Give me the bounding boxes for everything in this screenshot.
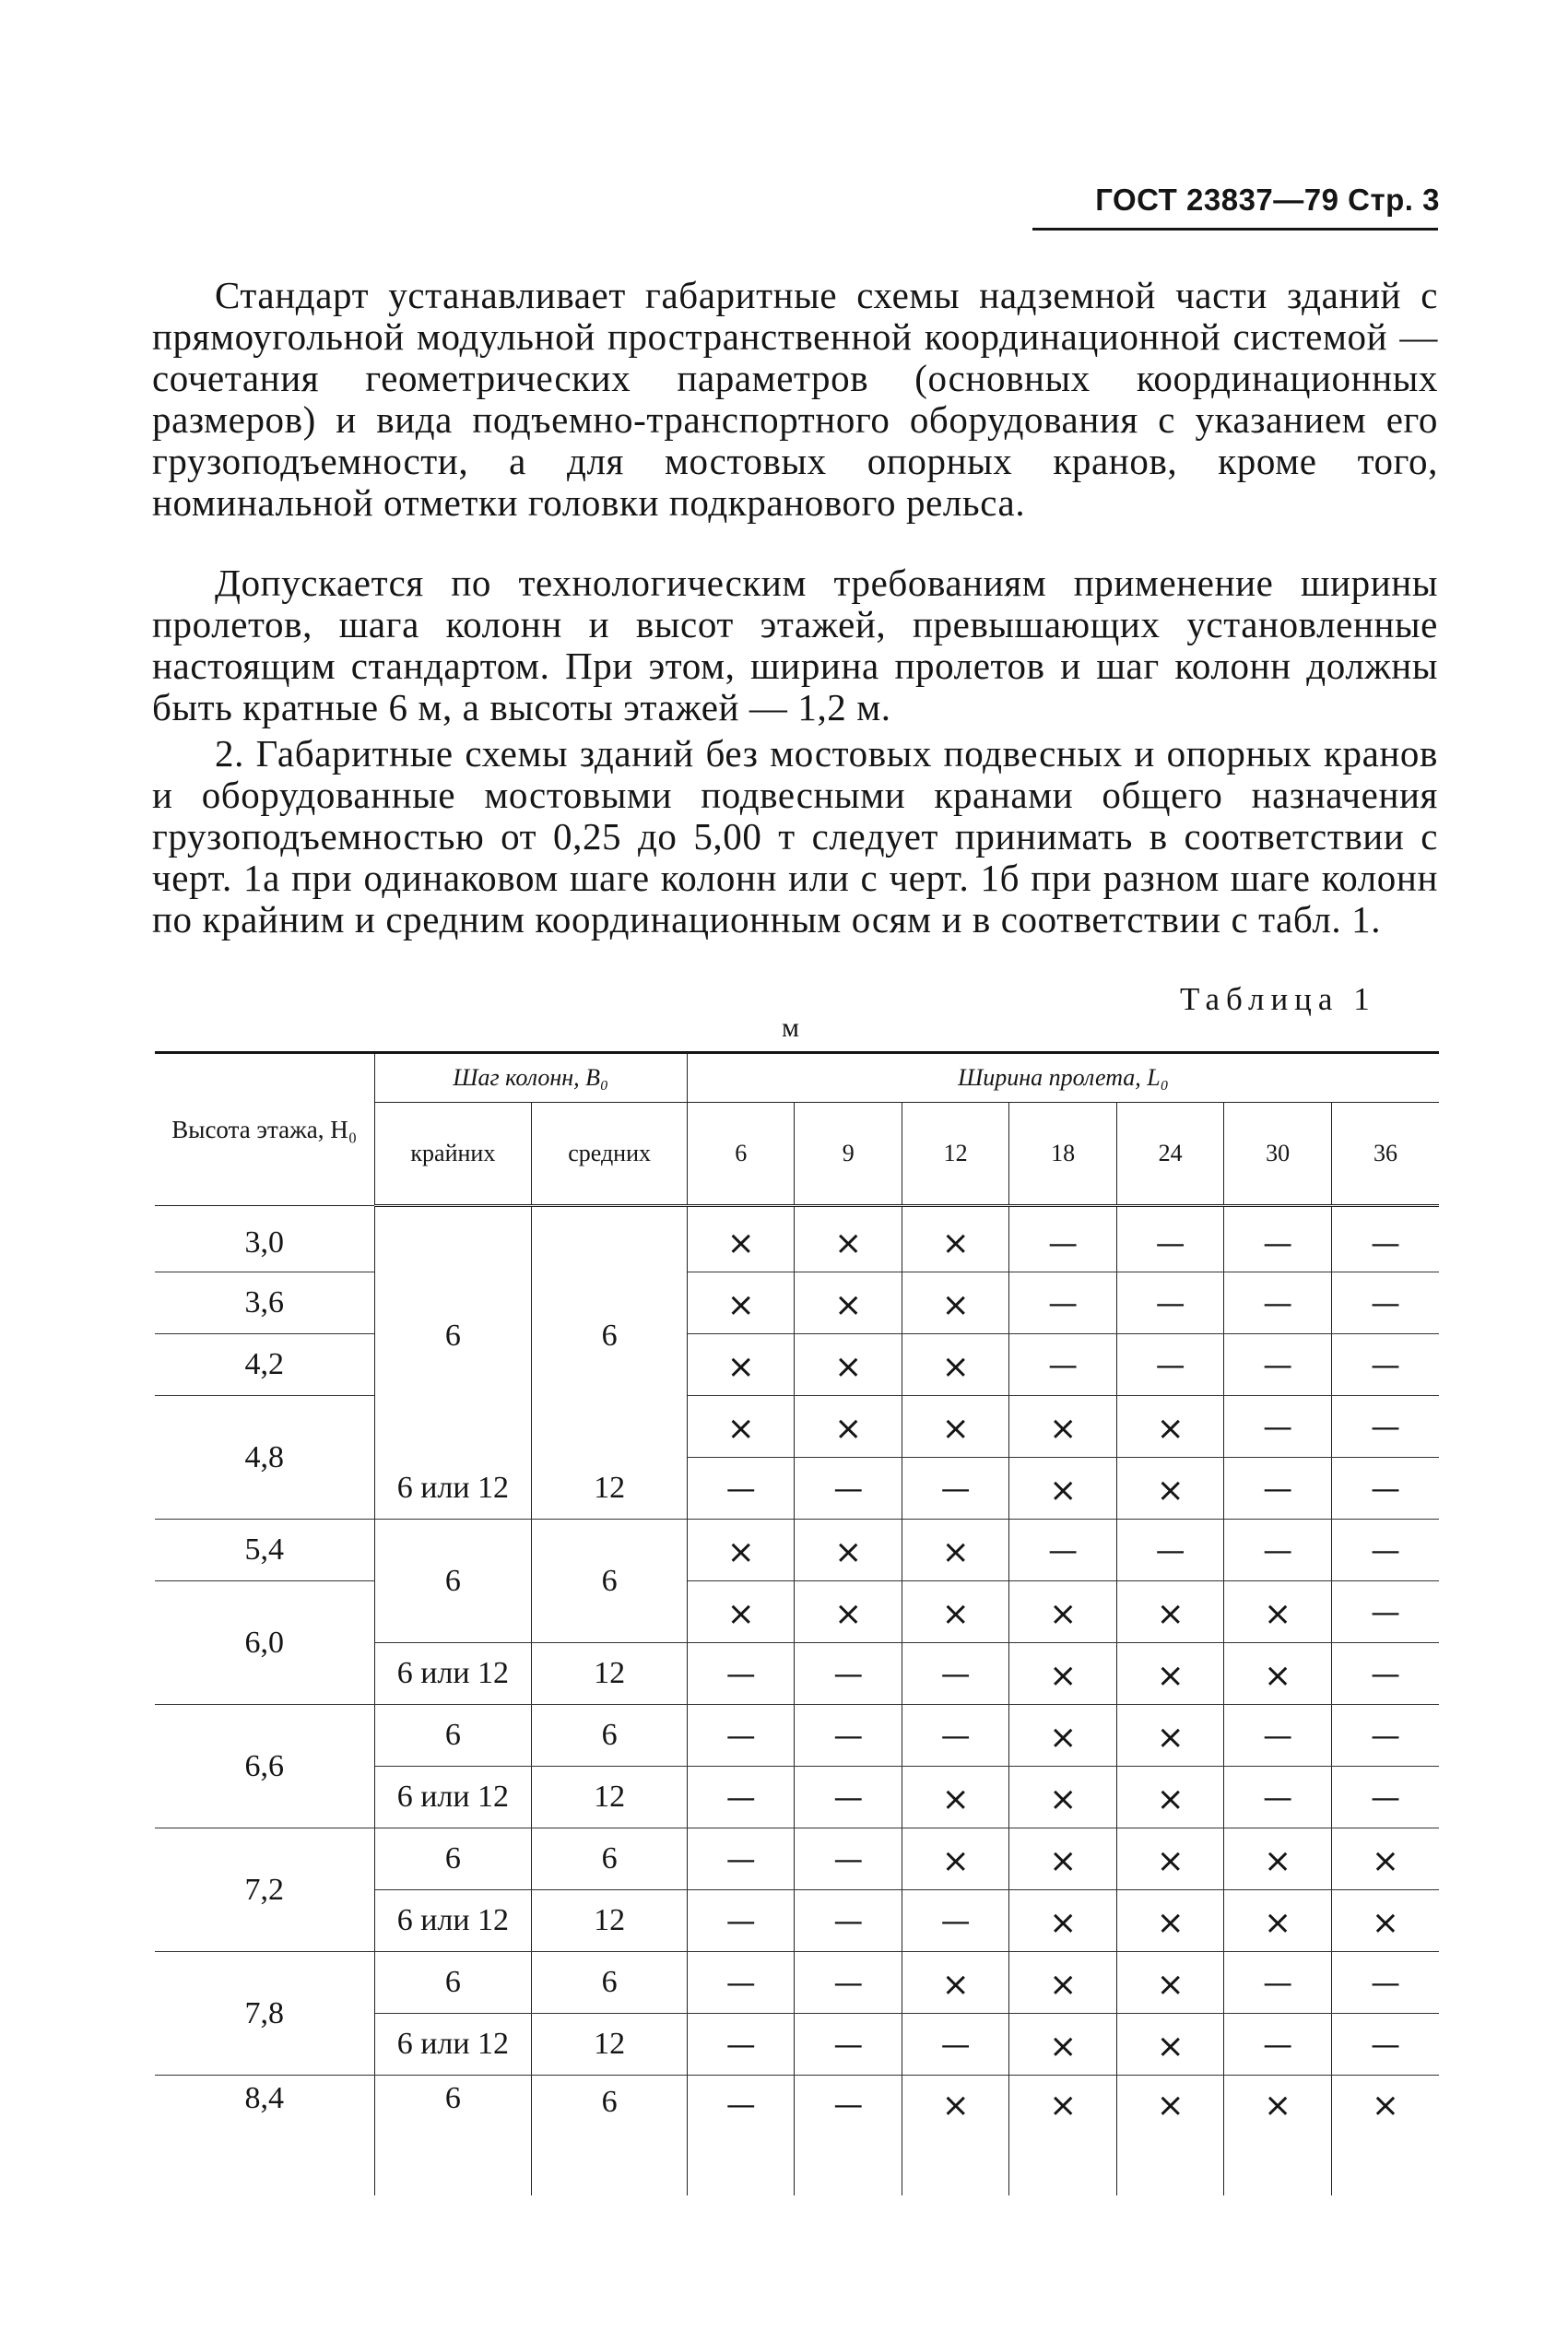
mark-cell: — <box>687 1767 794 1828</box>
outer-step-cell: 6 <box>374 1952 532 2014</box>
mark-cell: × <box>687 1396 794 1458</box>
height-cell: 4,2 <box>155 1334 374 1396</box>
mark-cell: × <box>1009 1581 1116 1643</box>
mark-cell: × <box>1116 1952 1223 2014</box>
mark-cell: — <box>1224 2014 1331 2076</box>
middle-step-cell: 12 <box>532 1890 688 1952</box>
mark-cell: × <box>1116 1828 1223 1890</box>
middle-step-cell: 12 <box>532 2014 688 2076</box>
mark-cell: × <box>1331 2076 1439 2196</box>
mark-cell: — <box>687 1890 794 1952</box>
mark-cell: — <box>1331 1334 1439 1396</box>
mark-cell: × <box>795 1396 902 1458</box>
middle-step-cell: 12 <box>532 1458 688 1520</box>
mark-cell: — <box>795 1705 902 1767</box>
table-row <box>155 1396 1439 1458</box>
mark-cell: — <box>1331 1458 1439 1520</box>
mark-cell: × <box>1116 1767 1223 1828</box>
outer-step-cell: 6 или 12 <box>374 2014 532 2076</box>
header-height: Высота этажа, H₀ <box>155 1053 374 1206</box>
mark-cell: × <box>902 1767 1008 1828</box>
header-span-width: Ширина пролета, L₀ <box>687 1053 1439 1103</box>
mark-cell: × <box>1009 1828 1116 1890</box>
middle-step-cell: 12 <box>532 1767 688 1828</box>
mark-cell: × <box>795 1206 902 1272</box>
mark-cell: × <box>1116 2076 1223 2196</box>
mark-cell: × <box>1009 1890 1116 1952</box>
mark-cell: — <box>1116 1334 1223 1396</box>
mark-cell: — <box>902 1458 1008 1520</box>
mark-cell: — <box>1331 1705 1439 1767</box>
mark-cell: — <box>902 1705 1008 1767</box>
table-row <box>155 1581 1439 1643</box>
mark-cell: — <box>687 1828 794 1890</box>
mark-cell: — <box>1224 1767 1331 1828</box>
mark-cell: — <box>1009 1334 1116 1396</box>
table-row <box>155 1952 1439 2014</box>
height-cell: 5,4 <box>155 1520 374 1581</box>
header-span: 24 <box>1116 1103 1223 1206</box>
mark-cell: × <box>1116 1890 1223 1952</box>
mark-cell: × <box>687 1272 794 1334</box>
mark-cell: × <box>902 1334 1008 1396</box>
table-unit: м <box>782 1012 799 1043</box>
mark-cell: × <box>1116 1458 1223 1520</box>
mark-cell: — <box>1331 1206 1439 1272</box>
table-body <box>155 1206 1439 2196</box>
mark-cell: — <box>687 2076 794 2196</box>
table-row <box>155 1520 1439 1581</box>
table-row <box>155 1828 1439 1890</box>
mark-cell: × <box>795 1334 902 1396</box>
mark-cell: × <box>795 1520 902 1581</box>
middle-step-cell: 6 <box>532 1705 688 1767</box>
mark-cell: — <box>1224 1458 1331 1520</box>
height-cell: 6,6 <box>155 1705 374 1828</box>
mark-cell: × <box>1009 1952 1116 2014</box>
table-row <box>155 1705 1439 1767</box>
page-header: ГОСТ 23837—79 Стр. 3 <box>1095 183 1440 217</box>
mark-cell: — <box>1116 1520 1223 1581</box>
mark-cell: × <box>902 1828 1008 1890</box>
mark-cell: × <box>795 1272 902 1334</box>
height-cell: 3,0 <box>155 1206 374 1272</box>
outer-step-cell: 6 или 12 <box>374 1458 532 1520</box>
mark-cell: × <box>902 1581 1008 1643</box>
mark-cell: — <box>795 1643 902 1705</box>
outer-step-cell: 6 <box>374 1828 532 1890</box>
mark-cell: — <box>1331 1272 1439 1334</box>
mark-cell: × <box>1224 1890 1331 1952</box>
mark-cell: — <box>1224 1520 1331 1581</box>
mark-cell: — <box>1331 1643 1439 1705</box>
outer-step-cell: 6 <box>374 1705 532 1767</box>
mark-cell: × <box>1224 1643 1331 1705</box>
table-row <box>155 1272 1439 1334</box>
outer-step-cell: 6 <box>374 1206 532 1458</box>
mark-cell: × <box>687 1520 794 1581</box>
mark-cell: × <box>902 2076 1008 2196</box>
table-1 <box>155 1051 1439 2158</box>
mark-cell: — <box>1116 1206 1223 1272</box>
table-caption: Таблица 1 <box>1180 981 1376 1017</box>
header-span: 12 <box>902 1103 1008 1206</box>
header-span: 9 <box>795 1103 902 1206</box>
height-cell: 4,8 <box>155 1396 374 1520</box>
mark-cell: × <box>687 1334 794 1396</box>
mark-cell: — <box>1331 1952 1439 2014</box>
mark-cell: × <box>1331 1828 1439 1890</box>
mark-cell: — <box>1116 1272 1223 1334</box>
mark-cell: — <box>687 2014 794 2076</box>
middle-step-cell: 6 <box>532 1206 688 1458</box>
mark-cell: × <box>687 1581 794 1643</box>
mark-cell: × <box>795 1581 902 1643</box>
header-span: 30 <box>1224 1103 1331 1206</box>
mark-cell: × <box>1116 1581 1223 1643</box>
mark-cell: — <box>795 2076 902 2196</box>
middle-step-cell: 6 <box>532 1952 688 2014</box>
middle-step-cell: 6 <box>532 1520 688 1643</box>
mark-cell: × <box>1009 1643 1116 1705</box>
outer-step-cell: 6 или 12 <box>374 1767 532 1828</box>
mark-cell: × <box>1116 2014 1223 2076</box>
mark-cell: × <box>1116 1643 1223 1705</box>
height-cell: 3,6 <box>155 1272 374 1334</box>
mark-cell: — <box>1224 1396 1331 1458</box>
mark-cell: — <box>1224 1206 1331 1272</box>
paragraph-allowance: Допускается по технологическим требованиям применение ширины пролетов, шага колонн и высот этажей, превышающих установленные настоящим стандартом. При этом, ширина пролетов и шаг колонн должны быть кратные 6 м, а высоты этажей — 1,2 м. <box>152 562 1438 728</box>
table-row <box>155 2076 1439 2196</box>
outer-step-cell: 6 <box>374 1520 532 1643</box>
header-rule <box>1032 228 1438 231</box>
paragraph-clause-2: 2. Габаритные схемы зданий без мостовых подвесных и опорных кранов и оборудованные мостовыми подвесными кранами общего назначения грузоподъемностью от 0,25 до 5,00 т следует принимать в соответствии с черт. 1а при одинаковом шаге колонн или с черт. 1б при разном шаге колонн по крайним и средним координационным осям и в соответствии с табл. 1. <box>152 732 1438 941</box>
mark-cell: × <box>1116 1396 1223 1458</box>
mark-cell: — <box>1224 1705 1331 1767</box>
header-span: 6 <box>687 1103 794 1206</box>
mark-cell: × <box>902 1206 1008 1272</box>
mark-cell: — <box>687 1952 794 2014</box>
outer-step-cell: 6 <box>374 2076 532 2196</box>
mark-cell: — <box>687 1458 794 1520</box>
mark-cell: × <box>1009 1396 1116 1458</box>
mark-cell: × <box>902 1520 1008 1581</box>
mark-cell: — <box>902 1643 1008 1705</box>
mark-cell: × <box>1116 1705 1223 1767</box>
mark-cell: × <box>1009 1458 1116 1520</box>
mark-cell: — <box>1331 2014 1439 2076</box>
middle-step-cell: 6 <box>532 2076 688 2196</box>
header-span: 18 <box>1009 1103 1116 1206</box>
mark-cell: — <box>1009 1272 1116 1334</box>
mark-cell: × <box>1009 2076 1116 2196</box>
mark-cell: × <box>1009 1705 1116 1767</box>
mark-cell: × <box>1224 2076 1331 2196</box>
mark-cell: — <box>795 2014 902 2076</box>
height-cell: 7,2 <box>155 1828 374 1952</box>
mark-cell: — <box>795 1890 902 1952</box>
mark-cell: — <box>1009 1520 1116 1581</box>
header-span: 36 <box>1331 1103 1439 1206</box>
mark-cell: × <box>902 1952 1008 2014</box>
mark-cell: — <box>1331 1396 1439 1458</box>
mark-cell: — <box>1009 1206 1116 1272</box>
mark-cell: — <box>795 1952 902 2014</box>
mark-cell: — <box>795 1828 902 1890</box>
mark-cell: — <box>1331 1520 1439 1581</box>
mark-cell: × <box>902 1396 1008 1458</box>
height-cell: 7,8 <box>155 1952 374 2076</box>
mark-cell: — <box>1224 1334 1331 1396</box>
mark-cell: — <box>902 1890 1008 1952</box>
mark-cell: — <box>1224 1952 1331 2014</box>
mark-cell: × <box>902 1272 1008 1334</box>
middle-step-cell: 6 <box>532 1828 688 1890</box>
middle-step-cell: 12 <box>532 1643 688 1705</box>
outer-step-cell: 6 или 12 <box>374 1890 532 1952</box>
height-cell: 6,0 <box>155 1581 374 1705</box>
height-cell: 8,4 <box>155 2076 374 2196</box>
outer-step-cell: 6 или 12 <box>374 1643 532 1705</box>
header-outer: крайних <box>374 1103 532 1206</box>
mark-cell: — <box>902 2014 1008 2076</box>
mark-cell: — <box>687 1643 794 1705</box>
mark-cell: × <box>1224 1828 1331 1890</box>
mark-cell: — <box>1331 1767 1439 1828</box>
table-row <box>155 1334 1439 1396</box>
header-column-step: Шаг колонн, B₀ <box>374 1053 687 1103</box>
header-middle: средних <box>532 1103 688 1206</box>
mark-cell: — <box>687 1705 794 1767</box>
mark-cell: × <box>1009 2014 1116 2076</box>
mark-cell: — <box>1224 1272 1331 1334</box>
table-row <box>155 1206 1439 1272</box>
paragraph-intro: Стандарт устанавливает габаритные схемы надземной части зданий с прямоугольной модульной пространственной координационной системой — сочетания геометрических параметров (основных координационных размеров) и вида подъемно-транспортного оборудования с указанием его грузоподъемности, а для мостовых опорных кранов, кроме того, номинальной отметки головки подкранового рельса. <box>152 274 1438 524</box>
mark-cell: — <box>1331 1581 1439 1643</box>
mark-cell: — <box>795 1458 902 1520</box>
mark-cell: — <box>795 1767 902 1828</box>
mark-cell: × <box>1224 1581 1331 1643</box>
mark-cell: × <box>1009 1767 1116 1828</box>
mark-cell: × <box>1331 1890 1439 1952</box>
mark-cell: × <box>687 1206 794 1272</box>
